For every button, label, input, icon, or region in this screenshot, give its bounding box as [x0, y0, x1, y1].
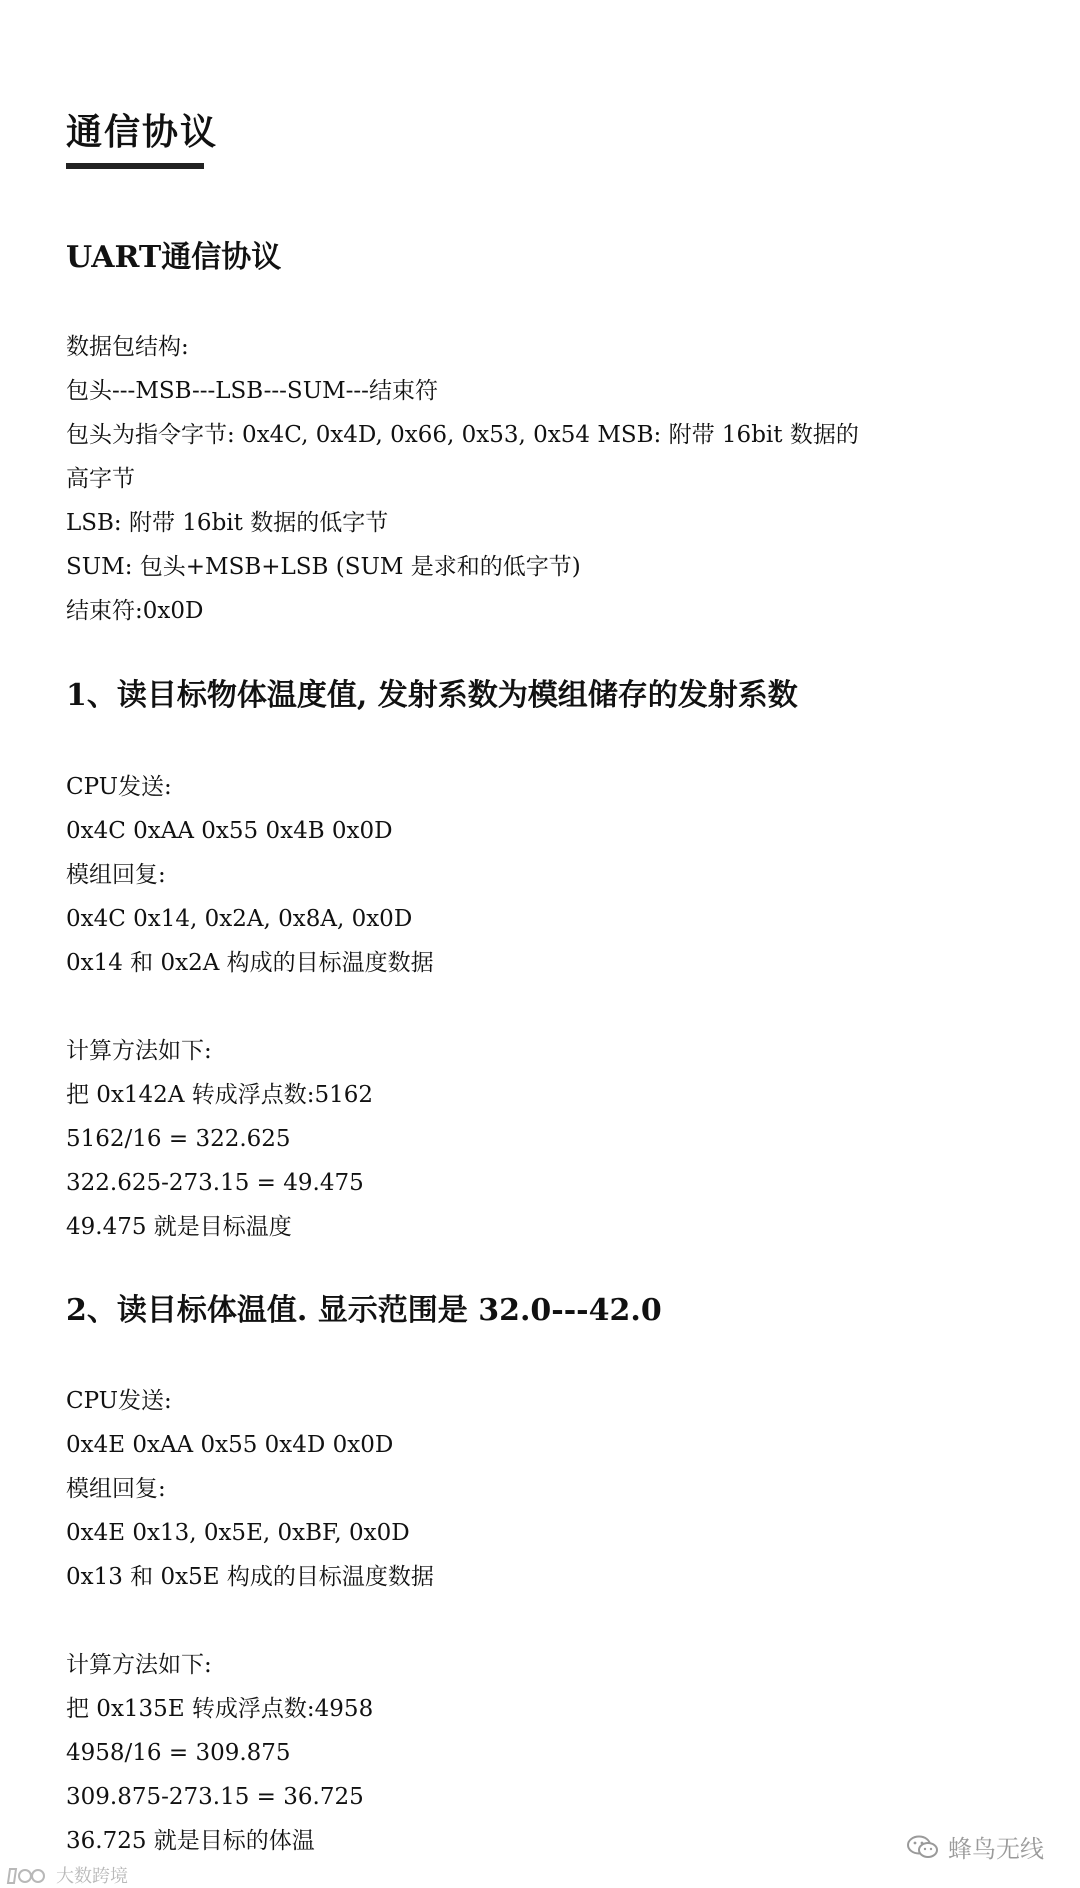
section-2-line: 0x4E 0xAA 0x55 0x4D 0x0D: [66, 1432, 394, 1458]
uart-line: 高字节: [66, 466, 135, 492]
watermark-logo-icon: [6, 1863, 50, 1887]
section-2-calc-line: 计算方法如下:: [66, 1652, 212, 1678]
section-1-line: 模组回复:: [66, 862, 166, 888]
footer-brand: [906, 1829, 1044, 1864]
page-title: 通信协议: [66, 111, 219, 153]
title-underline: [66, 163, 204, 169]
section-1-calc-line: 49.475 就是目标温度: [66, 1214, 292, 1240]
section-2-heading: 2、读目标体温值. 显示范围是 32.0---42.0: [66, 1293, 662, 1328]
section-2-calc-line: 309.875-273.15 = 36.725: [66, 1784, 364, 1810]
section-1-calc-line: 把 0x142A 转成浮点数:5162: [66, 1082, 374, 1108]
uart-section-heading: UART通信协议: [66, 240, 282, 275]
uart-line: LSB: 附带 16bit 数据的低字节: [66, 510, 389, 536]
watermark-text: 大数跨境: [56, 1866, 128, 1887]
section-1-calc-line: 5162/16 = 322.625: [66, 1126, 291, 1152]
footer-watermark: [6, 1862, 128, 1888]
uart-line: 包头---MSB---LSB---SUM---结束符: [66, 378, 438, 404]
section-1-line: 0x4C 0x14, 0x2A, 0x8A, 0x0D: [66, 906, 413, 932]
uart-line: SUM: 包头+MSB+LSB (SUM 是求和的低字节): [66, 554, 581, 580]
section-1-heading: 1、读目标物体温度值, 发射系数为模组储存的发射系数: [66, 678, 798, 713]
section-1-line: 0x14 和 0x2A 构成的目标温度数据: [66, 950, 434, 976]
section-1-line: CPU发送:: [66, 774, 172, 800]
section-1-calc-line: 322.625-273.15 = 49.475: [66, 1170, 364, 1196]
wechat-icon: [906, 1834, 940, 1860]
section-1-line: 0x4C 0xAA 0x55 0x4B 0x0D: [66, 818, 393, 844]
section-1-calc-line: 计算方法如下:: [66, 1038, 212, 1064]
section-2-calc-line: 4958/16 = 309.875: [66, 1740, 291, 1766]
section-2-calc-line: 把 0x135E 转成浮点数:4958: [66, 1696, 374, 1722]
uart-line: 包头为指令字节: 0x4C, 0x4D, 0x66, 0x53, 0x54 MSB: 附带 16bit 数据的: [66, 422, 859, 448]
section-2-line: 0x4E 0x13, 0x5E, 0xBF, 0x0D: [66, 1520, 410, 1546]
section-2-line: 模组回复:: [66, 1476, 166, 1502]
section-2-calc-line: 36.725 就是目标的体温: [66, 1828, 315, 1854]
uart-line: 结束符:0x0D: [66, 598, 204, 624]
footer-brand-name: 蜂鸟无线: [948, 1835, 1044, 1863]
section-2-line: 0x13 和 0x5E 构成的目标温度数据: [66, 1564, 434, 1590]
uart-line: 数据包结构:: [66, 334, 189, 360]
section-2-line: CPU发送:: [66, 1388, 172, 1414]
